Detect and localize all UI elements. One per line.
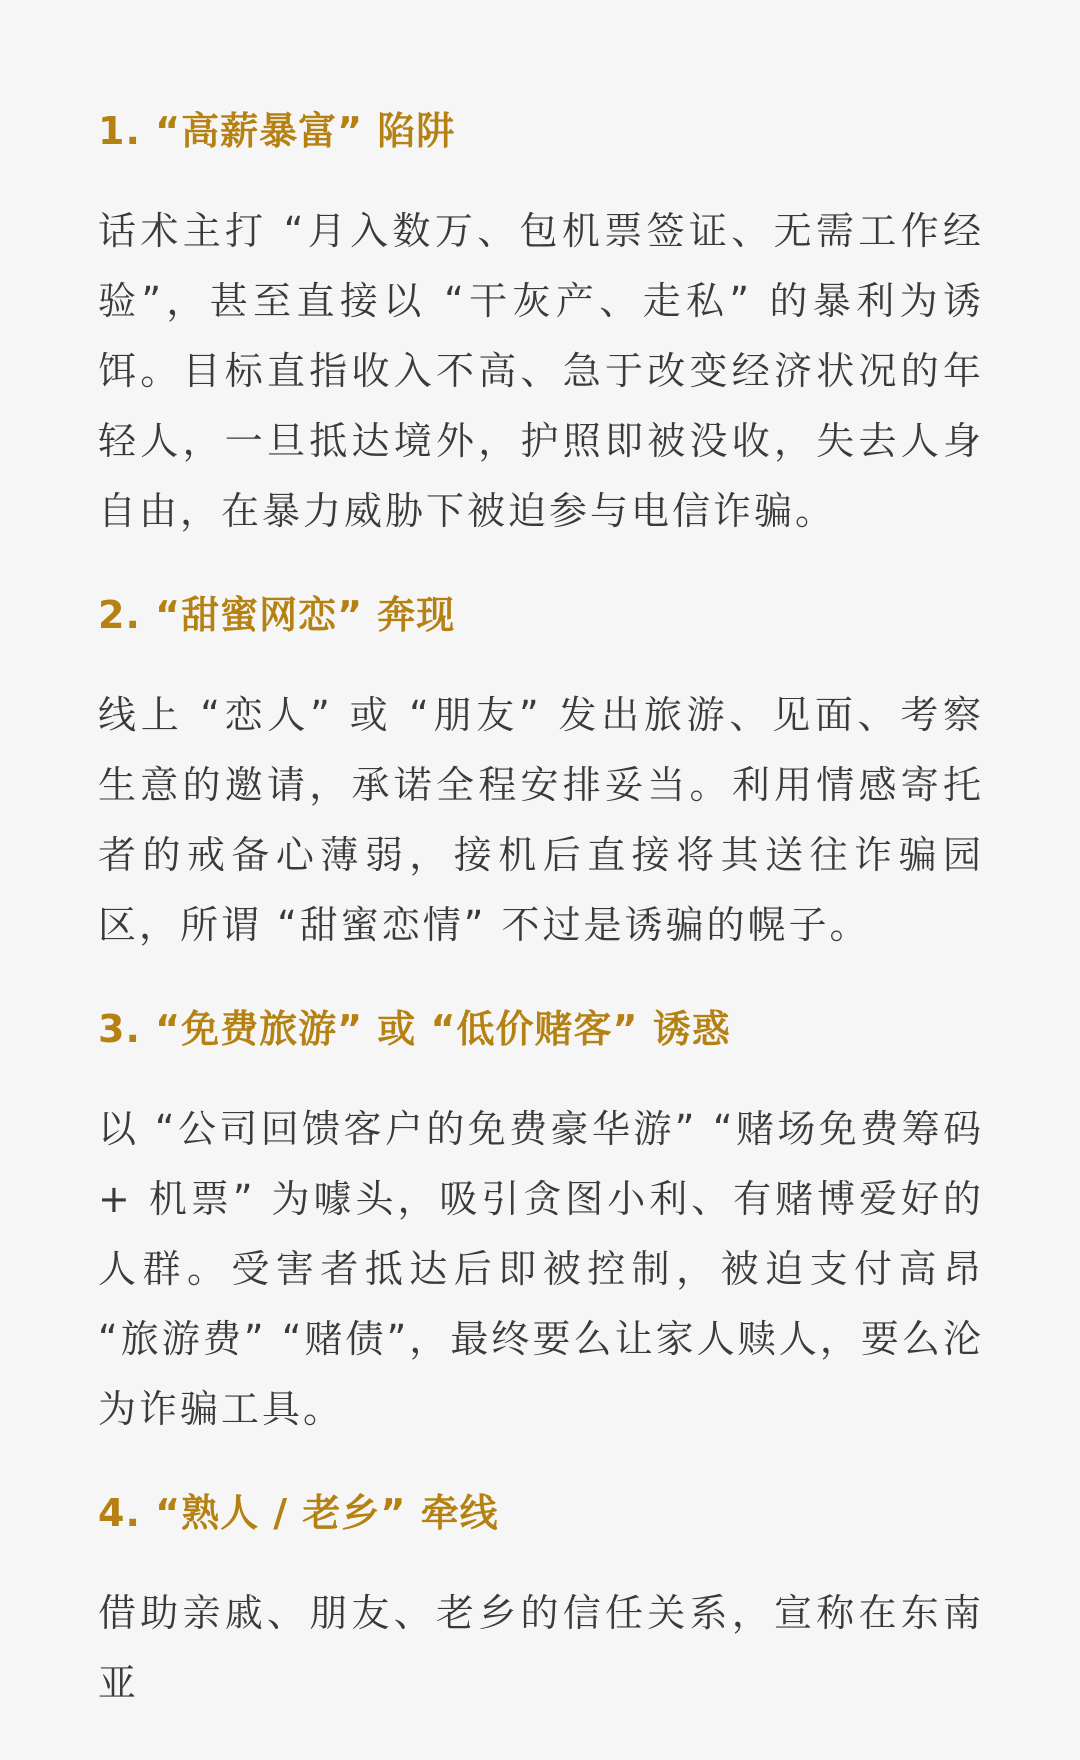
section-title: 4. “熟人 / 老乡” 牵线 xyxy=(98,1491,499,1535)
section-1 xyxy=(98,96,984,546)
section-body: 话术主打 “月入数万、包机票签证、无需工作经验”，甚至直接以 “干灰产、走私” 的暴利为诱饵。目标直指收入不高、急于改变经济状况的年轻人，一旦抵达境外，护照即被没收，失去人身自由，在暴力威胁下被迫参与电信诈骗。 xyxy=(98,209,984,533)
section-body: 线上 “恋人” 或 “朋友” 发出旅游、见面、考察生意的邀请，承诺全程安排妥当。利用情感寄托者的戒备心薄弱，接机后直接将其送往诈骗园区，所谓 “甜蜜恋情” 不过是诱骗的幌子。 xyxy=(98,693,984,947)
section-title: 3. “免费旅游” 或 “低价赌客” 诱惑 xyxy=(98,1007,731,1051)
section-title: 1. “高薪暴富” 陷阱 xyxy=(98,109,456,153)
section-title: 2. “甜蜜网恋” 奔现 xyxy=(98,593,456,637)
section-2 xyxy=(98,580,984,960)
section-body: 借助亲戚、朋友、老乡的信任关系，宣称在东南亚 xyxy=(98,1591,984,1705)
section-3 xyxy=(98,994,984,1444)
section-body: 以 “公司回馈客户的免费豪华游” “赌场免费筹码 + 机票” 为噱头，吸引贪图小利、有赌博爱好的人群。受害者抵达后即被控制，被迫支付高昂 “旅游费” “赌债”，最终要么让家人赎人，要么沦为诈骗工具。 xyxy=(98,1107,984,1431)
section-4 xyxy=(98,1478,984,1718)
